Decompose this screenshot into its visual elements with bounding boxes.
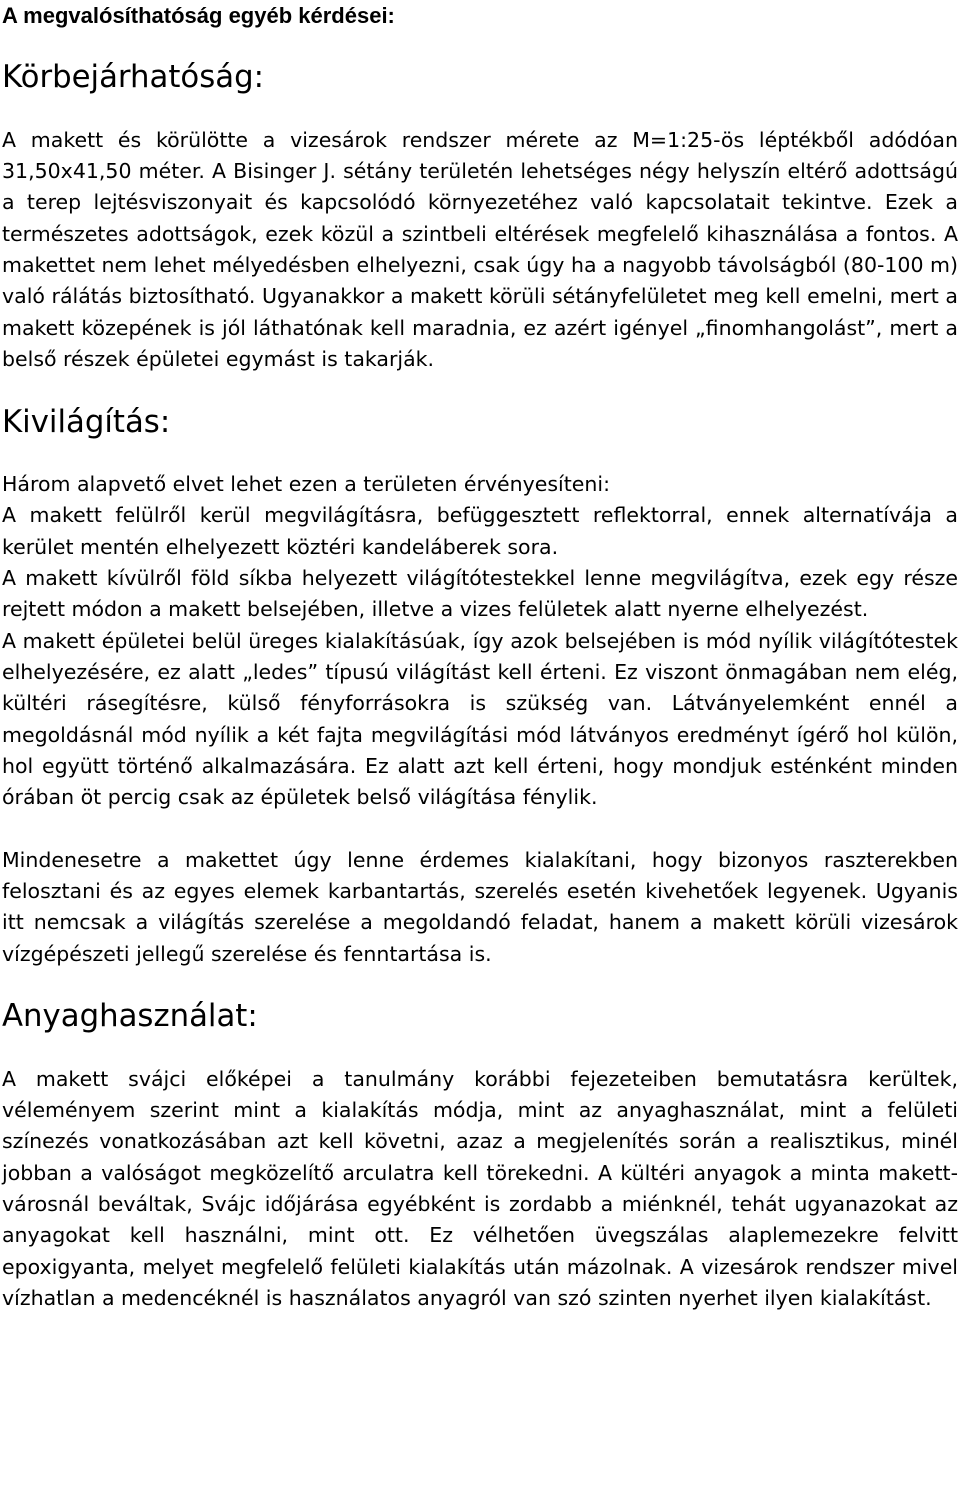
paragraph: A makett svájci előképei a tanulmány korábbi fejezeteiben bemutatásra kerültek, véleményem szerint mint a kialakítás módja, mint az anyaghasználat, mint a felületi színezés vonatkozásában azt kell követni, azaz a megjelenítés során a realisztikus, minél jobban a valóságot megközelítő arculatra kell törekedni. A kültéri anyagok a minta makett-városnál beváltak, Svájc időjárása egyébként is zordabb a miénknél, tehát ugyanazokat az anyagokat kell használni, mint ott. Ez vélhetően üvegszálas alaplemezekre felvitt epoxigyanta, melyet megfelelő felületi kialakítás után mázolnak. A vizesárok rendszer mivel vízhatlan a medencéknél is használatos anyagról van szó szinten nyerhet ilyen kialakítást. (2, 1066, 958, 1310)
spacer (2, 375, 958, 406)
spacer (2, 970, 958, 1001)
spacer (2, 813, 958, 844)
document-title: A megvalósíthatóság egyéb kérdései: (2, 3, 395, 28)
paragraph: A makett felülről kerül megvilágításra, befüggesztett reflektorral, ennek alternatívája a kerület mentén elhelyezett köztéri kandeláberek sora. (2, 503, 958, 559)
section-heading-korbejarhatosag: Körbejárhatóság: (2, 59, 264, 96)
section-heading-kivilagitas: Kivilágítás: (2, 403, 171, 440)
paragraph: Mindenesetre a makettet úgy lenne érdemes kialakítani, hogy bizonyos raszterekben felosztani és az egyes elemek karbantartás, szerelés esetén kivehetőek legyenek. Ugyanis itt nemcsak a világítás szerelése a megoldandó feladat, hanem a makett körüli vizesárok vízgépészeti jellegű szerelése és fenntartása is. (2, 847, 958, 966)
section-heading-anyaghasznalat: Anyaghasználat: (2, 998, 258, 1035)
spacer (2, 1033, 958, 1064)
spacer (2, 438, 958, 469)
spacer (2, 94, 958, 125)
paragraph: A makett épületei belül üreges kialakításúak, így azok belsejében is mód nyílik világítótestek elhelyezésére, ez alatt „ledes” típusú világítást kell érteni. Ez viszont önmagában nem elég, kültéri rásegítésre, külső fényforrásokra is szükség van. Látványelemként ennél a megoldásnál mód nyílik a két fajta megvilágítási mód látványos eredményt ígérő hol külön, hol együtt történő alkalmazására. Ez alatt azt kell érteni, hogy mondjuk esténként minden órában öt percig csak az épületek belső világítása fénylik. (2, 628, 958, 810)
paragraph: A makett kívülről föld síkba helyezett világítótestekkel lenne megvilágítva, ezek egy része rejtett módon a makett belsejében, illetve a vizes felületek alatt nyerne elhelyezést. (2, 566, 958, 622)
paragraph: Három alapvető elvet lehet ezen a területen érvényesíteni: (2, 472, 610, 497)
paragraph: A makett és körülötte a vizesárok rendszer mérete az M=1:25-ös léptékből adódóan 31,50x41,50 méter. A Bisinger J. sétány területén lehetséges négy helyszín eltérő adottságú a terep lejtésviszonyait és kapcsolódó környezetéhez való kapcsolatait tekintve. Ezek a természetes adottságok, ezek közül a szintbeli eltérések megfelelő kihasználása a fontos. A makettet nem lehet mélyedésben elhelyezni, csak úgy ha a nagyobb távolságból (80-100 m) való rálátás biztosítható. Ugyanakkor a makett körüli sétányfelületet meg kell emelni, mert a makett közepének is jól láthatónak kell maradnia, ez azért igényel „finomhangolást”, mert a belső részek épületei egymást is takarják. (2, 127, 958, 371)
spacer (2, 31, 958, 62)
